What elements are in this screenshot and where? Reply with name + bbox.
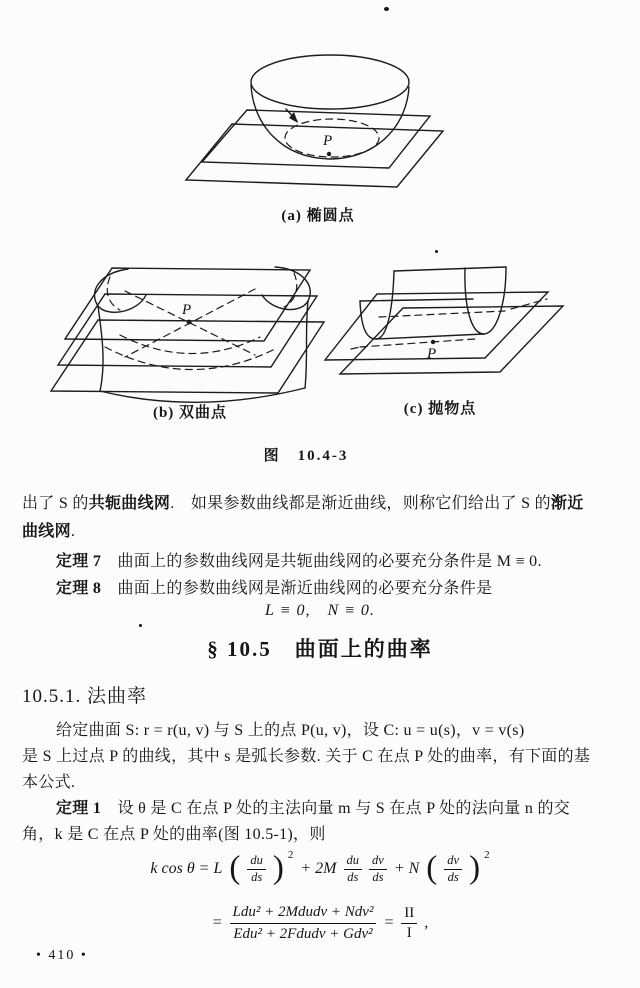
theorem-8-label: 定理 8 bbox=[56, 580, 102, 597]
formula-op: + N bbox=[393, 860, 420, 877]
figure-group-caption: 图 10.4-3 bbox=[263, 448, 349, 464]
theorem-1-line2: 角，k 是 C 在点 P 处的曲率(图 10.5-1)，则 bbox=[22, 826, 326, 843]
fraction-du-ds: $\frac{du}{ds}$ bbox=[247, 853, 266, 885]
formula-op: + 2M bbox=[300, 860, 337, 877]
figure-b-hyperbolic-point-drawing bbox=[48, 255, 340, 407]
figure-b-caption: (b) 双曲点 bbox=[152, 405, 228, 421]
paragraph-conjugate-nets-line1 bbox=[22, 490, 584, 517]
paragraph-normal-curvature-line2: 是 S 上过点 P 的曲线，其中 s 是弧长参数. 关于 C 在点 P 处的曲率，有下面的基 bbox=[22, 748, 591, 765]
point-p-label: P bbox=[323, 133, 333, 149]
text-run: . bbox=[70, 523, 76, 540]
text-run: 出了 S 的 bbox=[22, 495, 89, 512]
theorem-1-line1 bbox=[22, 795, 570, 822]
fraction-second-over-first-form: $\frac{\text{Ldu² + 2Mdudv + Ndv²}}{\text{Edu² + 2Fdudv + Gdv²}}$ bbox=[230, 902, 377, 944]
figure-a-caption: (a) 椭圆点 bbox=[281, 208, 355, 224]
scan-speck bbox=[384, 7, 389, 11]
equation-L-N-zero: L ≡ 0, N ≡ 0. bbox=[265, 602, 375, 619]
theorem-1-body: 设 θ 是 C 在点 P 处的主法向量 m 与 S 在点 P 处的法向量 n 的交 bbox=[101, 800, 571, 817]
section-heading: § 10.5 曲面上的曲率 bbox=[207, 637, 433, 661]
figure-a-elliptic-point-drawing bbox=[140, 35, 490, 203]
exponent: 2 bbox=[287, 849, 294, 861]
subsection-heading: 10.5.1. 法曲率 bbox=[22, 686, 148, 707]
scan-speck bbox=[139, 624, 142, 627]
fraction-dv-ds: $\frac{dv}{ds}$ bbox=[369, 853, 387, 885]
paragraph-normal-curvature-line3: 本公式. bbox=[22, 774, 76, 791]
equals-sign: = bbox=[211, 914, 223, 931]
formula-lhs: k cos θ = L bbox=[150, 860, 223, 877]
tangent-planes bbox=[51, 268, 324, 393]
tangent-planes bbox=[186, 110, 443, 187]
fraction-II-over-I: $\frac{II}{I}$ bbox=[401, 904, 417, 943]
paragraph-conjugate-nets-line2 bbox=[22, 518, 75, 545]
emphasis-conjugate-net: 共轭曲线网 bbox=[88, 495, 171, 512]
emphasis-asymptotic: 渐近 bbox=[550, 495, 584, 512]
theorem-1-label: 定理 1 bbox=[56, 800, 102, 817]
formula-tail-comma: , bbox=[424, 914, 429, 931]
page-number: • 410 • bbox=[36, 948, 88, 963]
saddle-surface bbox=[95, 267, 311, 402]
scan-speck bbox=[435, 250, 438, 253]
fraction-dv-ds: $\frac{dv}{ds}$ bbox=[444, 853, 462, 885]
theorem-7-body: 曲面上的参数曲线网是共轭曲线网的必要充分条件是 M ≡ 0. bbox=[101, 553, 542, 570]
theorem-8-body: 曲面上的参数曲线网是渐近曲线网的必要充分条件是 bbox=[101, 580, 493, 597]
text-run: . 如果参数曲线都是渐近曲线，则称它们给出了 S 的 bbox=[170, 495, 551, 512]
fraction-du-ds: $\frac{du}{ds}$ bbox=[344, 853, 363, 885]
paragraph-normal-curvature-line1: 给定曲面 S: r = r(u, v) 与 S 上的点 P(u, v)，设 C: u = u(s)，v = v(s) bbox=[56, 722, 525, 739]
point-p-dot bbox=[187, 320, 192, 325]
figure-c-caption: (c) 抛物点 bbox=[403, 401, 477, 417]
exponent: 2 bbox=[484, 849, 490, 861]
point-p-label: P bbox=[427, 346, 437, 362]
emphasis-curve-net: 曲线网 bbox=[22, 523, 71, 540]
theorem-7-line bbox=[22, 548, 542, 575]
point-p-label: P bbox=[182, 302, 192, 318]
formula-second-first-form-ratio bbox=[0, 897, 640, 949]
point-p-dot bbox=[431, 340, 435, 344]
equals-sign: = bbox=[383, 914, 395, 931]
formula-normal-curvature-expanded: k cos θ = L ( $\frac{du}{ds}$ ) 2 + 2M $\frac{du}{ds}$ $\frac{dv}{ds}$ + N ( $\frac{dv}{ds}$ ) 2 bbox=[150, 849, 490, 886]
point-p-dot bbox=[327, 152, 331, 156]
theorem-7-label: 定理 7 bbox=[56, 553, 102, 570]
figure-c-parabolic-point-drawing bbox=[315, 255, 627, 407]
